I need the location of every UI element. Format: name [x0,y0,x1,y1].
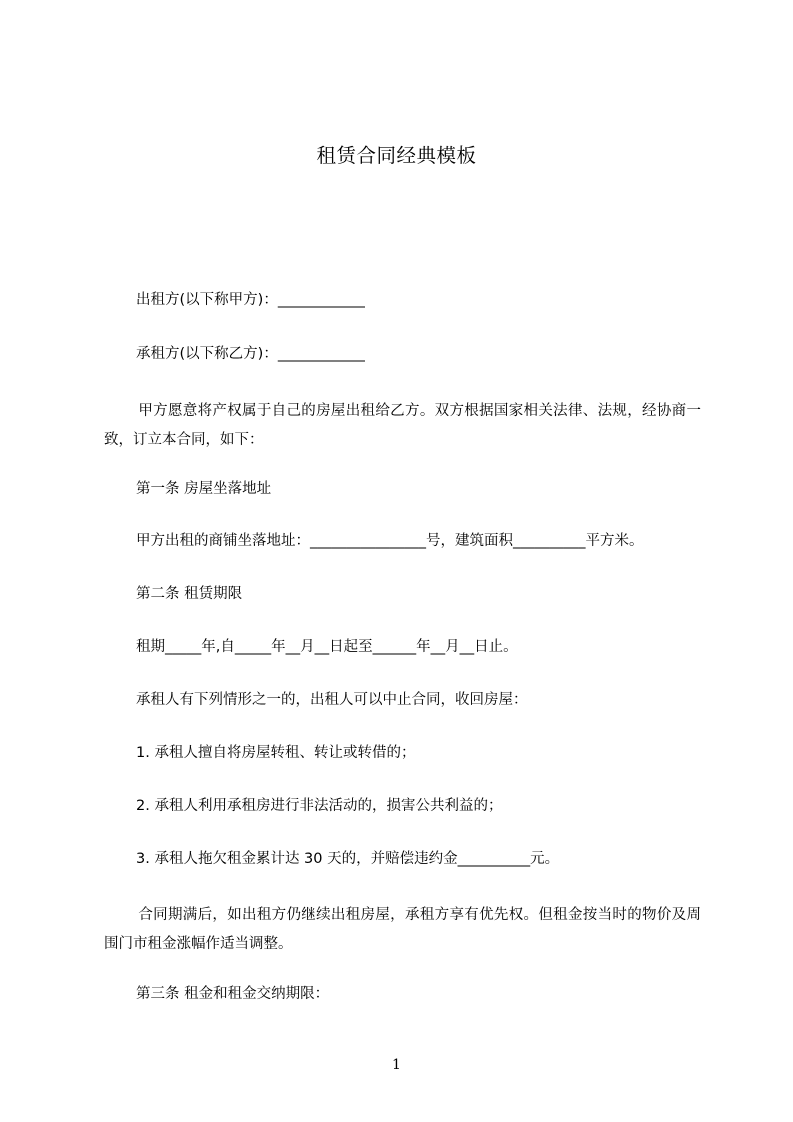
termination-intro: 承租人有下列情形之一的，出租人可以中止合同，收回房屋： [136,692,528,708]
termination-item-3: 3. 承租人拖欠租金累计达 30 天的，并赔偿违约金__________元。 [136,851,560,867]
termination-item-2: 2. 承租人利用承租房进行非法活动的，损害公共利益的； [136,798,503,814]
article2-heading: 第二条 租赁期限 [136,586,243,602]
renewal-paragraph-text: 合同期满后，如出租方仍继续出租房屋，承租方享有优先权。但租金按当时的物价及周围门市租金涨幅作适当调整。 [104,907,701,952]
article1-address: 甲方出租的商铺坐落地址：________________号，建筑面积__________平方米。 [136,533,644,549]
page-number: 1 [392,1057,401,1073]
document-title: 租赁合同经典模板 [316,144,477,167]
article2-term: 租期_____年,自_____年__月__日起至______年__月__日止。 [136,639,518,655]
lessor-line: 出租方(以下称甲方)：____________ [136,292,365,308]
termination-item-1: 1. 承租人擅自将房屋转租、转让或转借的； [136,745,416,761]
intro-paragraph [104,397,701,455]
article3-heading: 第三条 租金和租金交纳期限： [136,986,330,1002]
intro-paragraph-text: 甲方愿意将产权属于自己的房屋出租给乙方。双方根据国家相关法律、法规，经协商一致，订立本合同，如下： [104,403,701,448]
renewal-paragraph [104,901,701,959]
lessee-line: 承租方(以下称乙方)：____________ [136,346,365,362]
article1-heading: 第一条 房屋坐落地址 [136,481,272,497]
